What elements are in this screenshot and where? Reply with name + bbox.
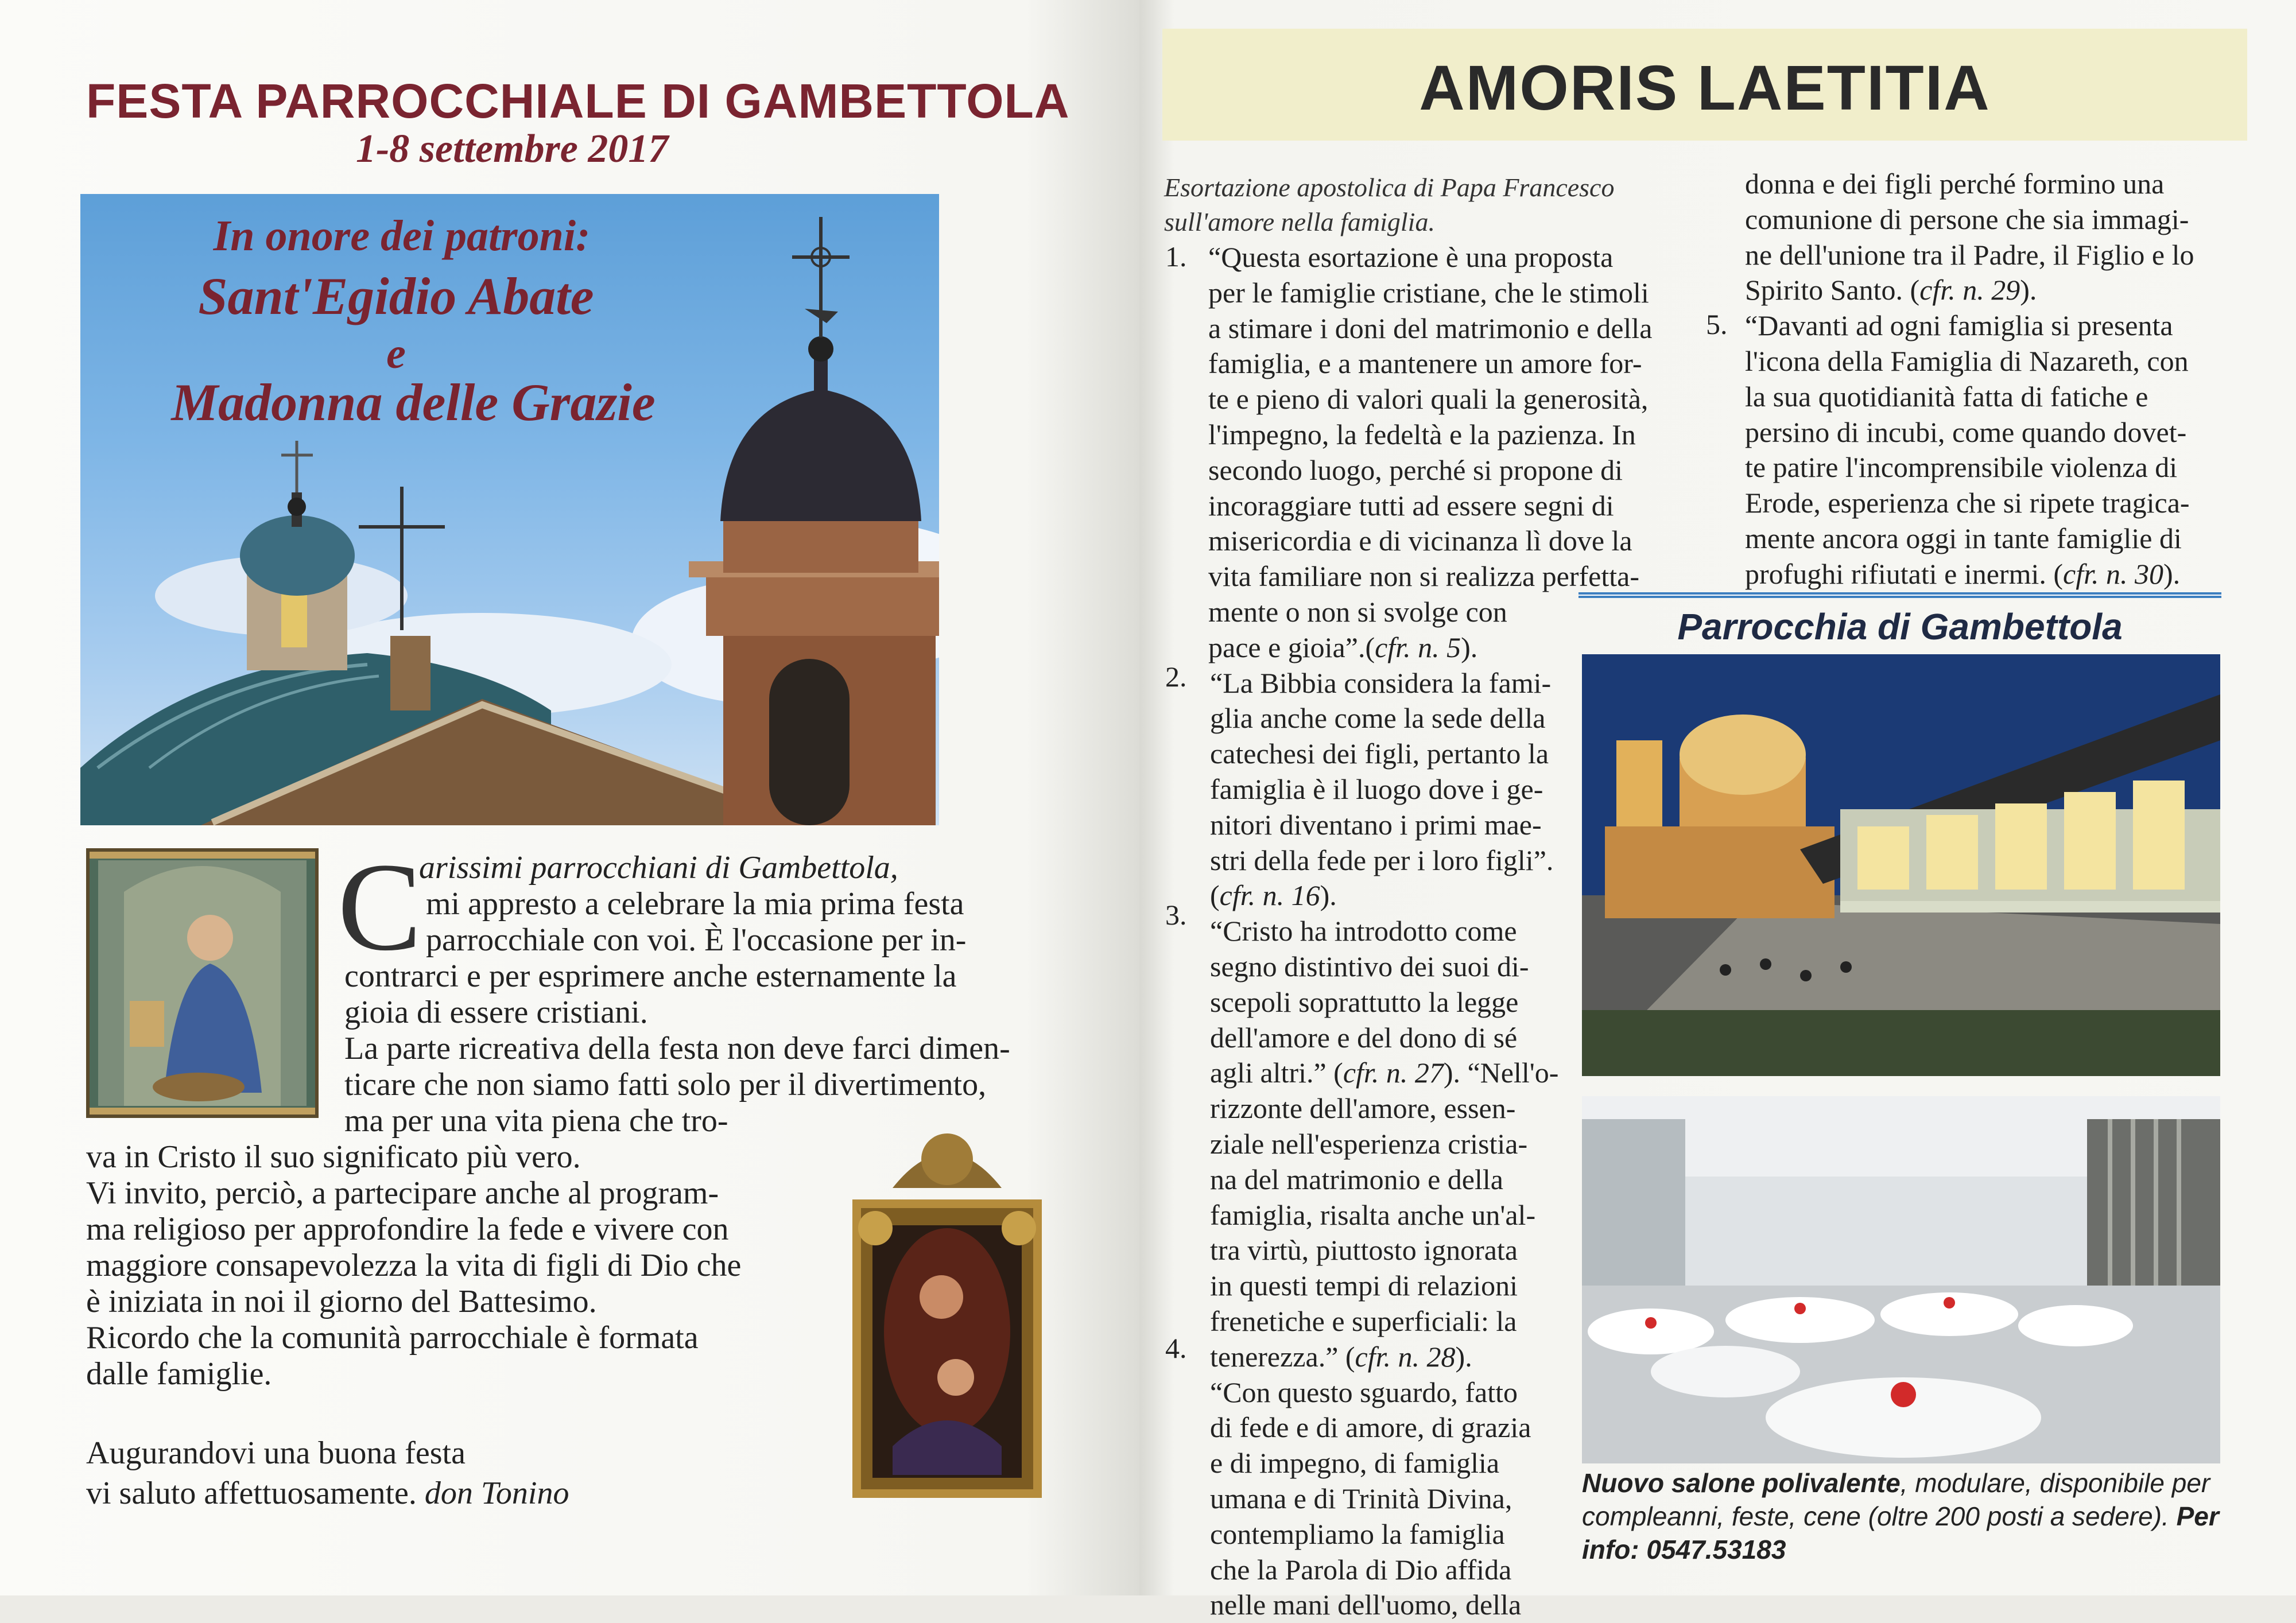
- letter-line: ticare che non siamo fatti solo per il divertimento,: [344, 1067, 987, 1102]
- letter-line: maggiore consapevolezza la vita di figli di Dio che: [86, 1248, 742, 1283]
- letter-dropcap: C: [338, 837, 422, 977]
- item-number: 4.: [1165, 1332, 1187, 1364]
- letter-line: ma per una vita piena che tro-: [344, 1103, 728, 1139]
- exhortation-line: di fede e di amore, di grazia: [1210, 1411, 1531, 1444]
- exhortation-line: l'impegno, la fedeltà e la pazienza. In: [1208, 418, 1636, 451]
- letter-line: va in Cristo il suo significato più vero.: [86, 1139, 581, 1175]
- letter-salutation: arissimi parrocchiani di Gambettola,: [419, 850, 898, 886]
- exhortation-line: “Questa esortazione è una proposta: [1208, 241, 1614, 273]
- exhortation-line: segno distintivo dei suoi di-: [1210, 950, 1529, 983]
- letter-line: mi appresto a celebrare la mia prima festa: [426, 886, 964, 922]
- exhortation-intro-line2: sull'amore nella famiglia.: [1164, 207, 1435, 236]
- exhortation-line: che la Parola di Dio affida: [1210, 1553, 1512, 1586]
- exhortation-line: “Davanti ad ogni famiglia si presenta: [1745, 309, 2173, 342]
- exhortation-line: nelle mani dell'uomo, della: [1210, 1589, 1522, 1621]
- exhortation-line: nitori diventano i primi mae-: [1210, 808, 1542, 841]
- letter-line: è iniziata in noi il giorno del Battesimo.: [86, 1284, 597, 1319]
- exhortation-line: mente ancora oggi in tante famiglie di: [1745, 522, 2182, 554]
- letter-line: Vi invito, perciò, a partecipare anche al program-: [86, 1175, 719, 1211]
- exhortation-line: rizzonte dell'amore, essen-: [1210, 1092, 1516, 1125]
- letter-closing: Augurandovi una buona festa: [86, 1435, 466, 1471]
- exhortation-intro-line1: Esortazione apostolica di Papa Francesco: [1164, 173, 1615, 202]
- letter-line: dalle famiglie.: [86, 1356, 272, 1392]
- letter-line: Ricordo che la comunità parrocchiale è formata: [86, 1320, 699, 1356]
- exhortation-line: ziale nell'esperienza cristia-: [1210, 1128, 1528, 1160]
- exhortation-line: tra virtù, piuttosto ignorata: [1210, 1234, 1518, 1267]
- letter-line: parrocchiale con voi. È l'occasione per in-: [426, 922, 967, 958]
- exhortation-line: “La Bibbia considera la fami-: [1210, 666, 1552, 699]
- exhortation-line: frenetiche e superficiali: la: [1210, 1305, 1517, 1337]
- exhortation-line: misericordia e di vicinanza lì dove la: [1208, 525, 1632, 557]
- exhortation-line: vita familiare non si realizza perfetta-: [1208, 560, 1639, 593]
- hero-dedication: In onore dei patroni:: [213, 212, 591, 260]
- exhortation-line: agli altri.” (cfr. n. 27). “Nell'o-: [1210, 1057, 1559, 1089]
- exhortation-line: mente o non si svolge con: [1208, 596, 1507, 628]
- exhortation-line: per le famiglie cristiane, che le stimoli: [1208, 276, 1649, 309]
- section-divider: [1578, 592, 2221, 598]
- left-page: [0, 0, 1139, 1595]
- exhortation-line: donna e dei figli perché formino una: [1745, 168, 2165, 200]
- exhortation-line: persino di incubi, come quando dovet-: [1745, 416, 2187, 448]
- saint-egidio-fresco: [86, 848, 319, 1118]
- madonna-icon-image: [841, 1125, 1053, 1504]
- exhortation-line: ne dell'unione tra il Padre, il Figlio e lo: [1745, 238, 2194, 271]
- exhortation-line: umana e di Trinità Divina,: [1210, 1482, 1512, 1515]
- item-number: 2.: [1165, 661, 1187, 693]
- letter-closing-line2: [86, 1474, 569, 1513]
- festa-date: 1-8 settembre 2017: [356, 127, 669, 171]
- hero-madonna: Madonna delle Grazie: [171, 373, 656, 432]
- amoris-laetitia-title: AMORIS LAETITIA: [1419, 53, 1991, 123]
- item-number: 5.: [1706, 308, 1728, 340]
- exhortation-line: tenerezza.” (cfr. n. 28).: [1210, 1340, 1472, 1373]
- caption-info: Per info: 0547.53183: [1582, 1501, 2219, 1564]
- exhortation-line: secondo luogo, perché si propone di: [1208, 453, 1623, 486]
- item-number: 3.: [1165, 899, 1187, 931]
- exhortation-line: incoraggiare tutti ad essere segni di: [1208, 489, 1614, 522]
- exhortation-line: te patire l'incomprensibile violenza di: [1745, 451, 2178, 484]
- exhortation-line: in questi tempi di relazioni: [1210, 1269, 1518, 1302]
- exhortation-line: te e pieno di valori quali la generosità,: [1208, 383, 1649, 416]
- exhortation-line: (cfr. n. 16).: [1210, 879, 1337, 912]
- exhortation-line: e di impegno, di famiglia: [1210, 1447, 1500, 1480]
- caption-text: , modulare, disponibile per compleanni, feste, cene (oltre 200 posti a sedere).: [1582, 1468, 2210, 1531]
- banquet-hall-photo: [1582, 1096, 2220, 1463]
- exhortation-line: Spirito Santo. (cfr. n. 29).: [1745, 274, 2037, 306]
- exhortation-line: dell'amore e del dono di sé: [1210, 1021, 1518, 1054]
- letter-line: contrarci e per esprimere anche esternamente la: [344, 958, 957, 994]
- title-band: [1162, 29, 2247, 141]
- exhortation-line: “Con questo sguardo, fatto: [1210, 1376, 1518, 1408]
- letter-line: gioia di essere cristiani.: [344, 995, 648, 1030]
- exhortation-line: a stimare i doni del matrimonio e della: [1208, 312, 1653, 344]
- letter-closing-text: vi saluto affettuosamente.: [86, 1476, 417, 1511]
- exhortation-line: “Cristo ha introdotto come: [1210, 915, 1517, 948]
- exhortation-line: famiglia, e a mantenere un amore for-: [1208, 347, 1642, 380]
- exhortation-line: la sua quotidianità fatta di fatiche e: [1745, 380, 2148, 413]
- caption-bold: Nuovo salone polivalente: [1582, 1468, 1901, 1498]
- church-photo: [80, 194, 939, 825]
- exhortation-line: profughi rifiutati e inermi. (cfr. n. 30).: [1745, 557, 2181, 590]
- exhortation-line: na del matrimonio e della: [1210, 1163, 1503, 1195]
- exhortation-line: pace e gioia”.(cfr. n. 5).: [1208, 631, 1478, 663]
- exhortation-line: famiglia, risalta anche un'al-: [1210, 1198, 1536, 1231]
- exhortation-line: Erode, esperienza che si ripete tragica-: [1745, 487, 2190, 519]
- festa-title: FESTA PARROCCHIALE DI GAMBETTOLA: [86, 74, 1070, 128]
- letter-signature: don Tonino: [424, 1476, 569, 1511]
- exhortation-line: comunione di persone che sia immagi-: [1745, 203, 2189, 235]
- exhortation-line: l'icona della Famiglia di Nazareth, con: [1745, 345, 2189, 377]
- exhortation-line: catechesi dei figli, pertanto la: [1210, 737, 1549, 770]
- parrocchia-title: Parrocchia di Gambettola: [1677, 606, 2123, 647]
- item-number: 1.: [1165, 240, 1187, 273]
- hall-caption: [1582, 1466, 2228, 1566]
- letter-line: La parte ricreativa della festa non deve farci dimen-: [344, 1031, 1010, 1066]
- parish-exterior-photo: [1582, 654, 2220, 1076]
- exhortation-line: famiglia è il luogo dove i ge-: [1210, 773, 1543, 805]
- exhortation-line: scepoli soprattutto la legge: [1210, 985, 1519, 1018]
- exhortation-line: stri della fede per i loro figli”.: [1210, 844, 1554, 876]
- exhortation-line: glia anche come la sede della: [1210, 702, 1546, 735]
- exhortation-line: contempliamo la famiglia: [1210, 1517, 1505, 1550]
- hero-saint-egidio: Sant'Egidio Abate: [198, 267, 594, 325]
- letter-line: ma religioso per approfondire la fede e vivere con: [86, 1212, 729, 1247]
- hero-conjunction: e: [386, 329, 406, 378]
